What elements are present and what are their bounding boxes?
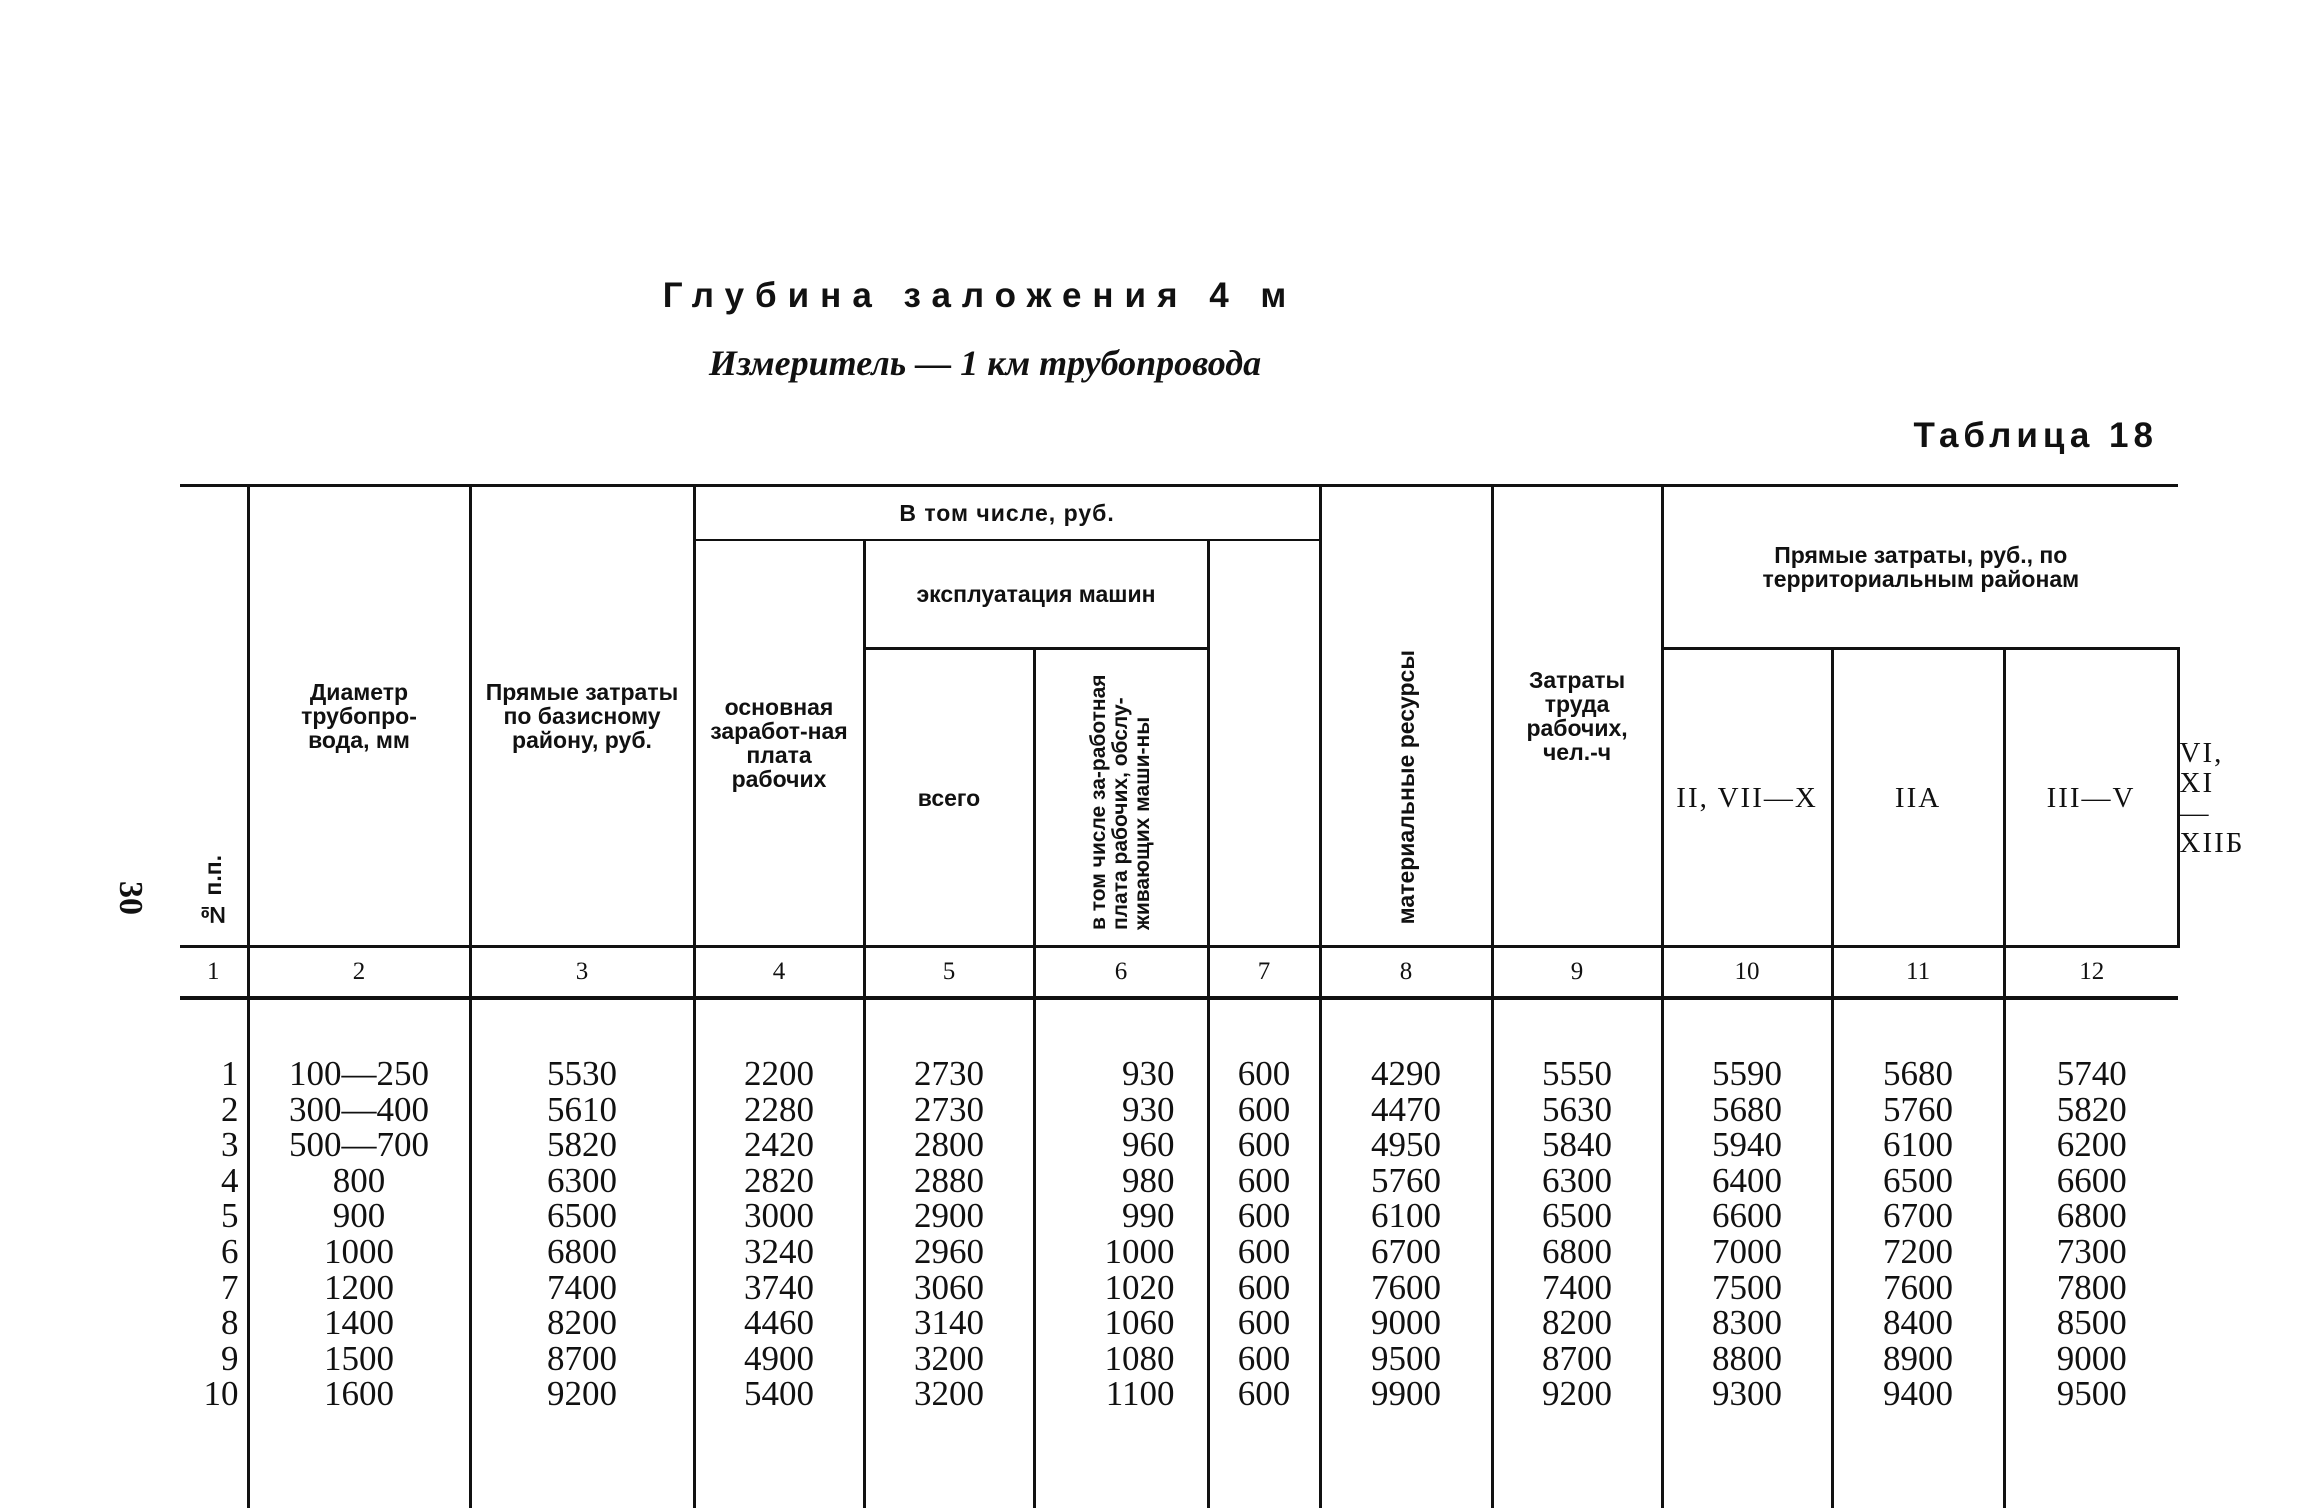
table-cell: 3740 — [694, 1270, 864, 1306]
table-cell: 600 — [1208, 1092, 1320, 1128]
table-cell: 6300 — [1492, 1163, 1662, 1199]
table-cell: 100—250 — [248, 1056, 470, 1092]
header-machines: эксплуатация машин — [864, 540, 1208, 649]
table-cell: 5680 — [1662, 1092, 1832, 1128]
table-cell: 8300 — [1662, 1305, 1832, 1341]
table-cell: 5820 — [2056, 1089, 2127, 1129]
column-number: 1 — [180, 947, 248, 999]
table-cell: 7200 — [1832, 1234, 2004, 1270]
column-number: 7 — [1208, 947, 1320, 999]
table-cell: 10 — [180, 1376, 248, 1412]
table-cell: 4900 — [694, 1341, 864, 1377]
table-cell: 3 — [180, 1127, 248, 1163]
table-cell: 3200 — [864, 1341, 1034, 1377]
table-cell: 2200 — [694, 1056, 864, 1092]
table-cell: 8400 — [1832, 1305, 2004, 1341]
header-machines-wages — [1034, 649, 1208, 947]
table-cell: 7400 — [1492, 1270, 1662, 1306]
column-number: 12 — [2004, 947, 2178, 999]
table-cell: 1600 — [248, 1376, 470, 1412]
header-machines-wages-label: в том числе за-работная плата рабочих, обслу-живающих маши-ны — [1087, 674, 1154, 930]
table-cell: 6800 — [470, 1234, 694, 1270]
table-header: № п.п. Диаметр трубопро-вода, мм Прямые затраты по базисному району, руб. В том числе, руб. материальные ресурсы Затраты труда рабочих, чел.-ч Прямые затраты, руб., по территориальным районам основная заработ-ная плата рабочих эксплуатация машин всего в том числе за-работная плата рабочих, обслу-живающих маши-ны II, VII—X IIА III—V VI, XI—XIIБ 1 2 3 4 5 6 7 8 9 10 11 12 — [180, 486, 2178, 999]
table-cell: 5760 — [1320, 1163, 1492, 1199]
column-number: 8 — [1320, 947, 1492, 999]
table-cell: 5760 — [1832, 1092, 2004, 1128]
header-region-3: III—V — [2004, 649, 2178, 947]
table-row — [180, 1270, 2178, 1306]
table-cell: 9500 — [1320, 1341, 1492, 1377]
table-cell: 6300 — [470, 1163, 694, 1199]
header-labor: Затраты труда рабочих, чел.-ч — [1492, 486, 1662, 947]
header-materials — [1320, 486, 1492, 947]
table-cell: 600 — [1208, 1234, 1320, 1270]
table-cell: 7600 — [1832, 1270, 2004, 1306]
table-cell: 8700 — [1492, 1341, 1662, 1377]
column-number: 5 — [864, 947, 1034, 999]
column-number: 10 — [1662, 947, 1832, 999]
table-cell: 7300 — [2056, 1231, 2127, 1271]
column-number: 6 — [1034, 947, 1208, 999]
table-cell: 6600 — [1662, 1198, 1832, 1234]
table-cell: 600 — [1208, 1376, 1320, 1412]
table-cell: 3240 — [694, 1234, 864, 1270]
table-cell: 5 — [180, 1198, 248, 1234]
table-cell: 7500 — [1662, 1270, 1832, 1306]
table-cell: 8 — [180, 1305, 248, 1341]
column-number: 11 — [1832, 947, 2004, 999]
table-cell: 930 — [1034, 1056, 1208, 1092]
table-cell: 990 — [1034, 1198, 1208, 1234]
table-heading: Глубина заложения 4 м — [662, 276, 1298, 315]
table-cell: 5840 — [1492, 1127, 1662, 1163]
table-cell: 2730 — [864, 1056, 1034, 1092]
table-cell: 3200 — [864, 1376, 1034, 1412]
table-cell: 1500 — [248, 1341, 470, 1377]
header-region-1: II, VII—X — [1662, 649, 1832, 947]
table-cell: 5630 — [1492, 1092, 1662, 1128]
table-row — [180, 1234, 2178, 1270]
table-cell: 5940 — [1662, 1127, 1832, 1163]
table-cell: 600 — [1208, 1198, 1320, 1234]
table-cell: 6400 — [1662, 1163, 1832, 1199]
table-row — [180, 1198, 2178, 1234]
table-cell: 600 — [1208, 1270, 1320, 1306]
table-cell: 9500 — [2056, 1374, 2127, 1414]
table-cell: 8200 — [1492, 1305, 1662, 1341]
table-cell: 600 — [1208, 1127, 1320, 1163]
table-row — [180, 1341, 2178, 1377]
header-diameter: Диаметр трубопро-вода, мм — [248, 486, 470, 947]
table-cell: 600 — [1208, 1163, 1320, 1199]
table-cell: 3060 — [864, 1270, 1034, 1306]
table-label: Таблица 18 — [1913, 416, 2158, 455]
table-cell: 1000 — [248, 1234, 470, 1270]
table-cell: 7000 — [1662, 1234, 1832, 1270]
header-wages: основная заработ-ная плата рабочих — [694, 540, 864, 947]
table-cell: 9400 — [1832, 1376, 2004, 1412]
table-cell: 5590 — [1662, 1056, 1832, 1092]
table-cell: 2 — [180, 1092, 248, 1128]
table-cell: 8900 — [1832, 1341, 2004, 1377]
table-cell: 1080 — [1034, 1341, 1208, 1377]
table-cell: 9300 — [1662, 1376, 1832, 1412]
table-cell: 300—400 — [248, 1092, 470, 1128]
table-row — [180, 1092, 2178, 1128]
table-cell: 1 — [180, 1056, 248, 1092]
table-cell: 5550 — [1492, 1056, 1662, 1092]
table-cell: 6500 — [1832, 1163, 2004, 1199]
column-number: 9 — [1492, 947, 1662, 999]
table-cell: 1000 — [1034, 1234, 1208, 1270]
table-cell: 8700 — [470, 1341, 694, 1377]
table-cell: 6700 — [1320, 1234, 1492, 1270]
table-cell: 2280 — [694, 1092, 864, 1128]
body-spacer — [180, 998, 2178, 1056]
table-cell: 2960 — [864, 1234, 1034, 1270]
table-cell: 6800 — [2056, 1196, 2127, 1236]
table-cell: 6 — [180, 1234, 248, 1270]
header-materials-spacer — [1208, 540, 1320, 947]
table-cell: 600 — [1208, 1056, 1320, 1092]
table-cell: 6200 — [2056, 1125, 2127, 1165]
table-cell: 3000 — [694, 1198, 864, 1234]
header-num — [180, 486, 248, 947]
table-cell: 1200 — [248, 1270, 470, 1306]
table-cell: 9200 — [1492, 1376, 1662, 1412]
table-cell: 4290 — [1320, 1056, 1492, 1092]
table-cell: 2880 — [864, 1163, 1034, 1199]
table-cell: 500—700 — [248, 1127, 470, 1163]
table-cell: 9000 — [2056, 1338, 2127, 1378]
header-num-label: № п.п. — [200, 855, 227, 928]
table-cell: 5740 — [2056, 1054, 2127, 1093]
table-cell: 600 — [1208, 1341, 1320, 1377]
table-cell: 6800 — [1492, 1234, 1662, 1270]
table-cell: 4 — [180, 1163, 248, 1199]
table-cell: 5610 — [470, 1092, 694, 1128]
table-row — [180, 1305, 2178, 1341]
table-cell: 800 — [248, 1163, 470, 1199]
table-cell: 9000 — [1320, 1305, 1492, 1341]
table-cell: 2820 — [694, 1163, 864, 1199]
table-cell: 9200 — [470, 1376, 694, 1412]
cost-table — [180, 484, 2245, 1508]
table-cell: 600 — [1208, 1305, 1320, 1341]
table-row — [180, 1127, 2178, 1163]
table-cell: 4950 — [1320, 1127, 1492, 1163]
table-cell: 6100 — [1320, 1198, 1492, 1234]
table-cell: 5400 — [694, 1376, 864, 1412]
table-cell: 5530 — [470, 1056, 694, 1092]
table-cell: 5820 — [470, 1127, 694, 1163]
header-materials-label: материальные ресурсы — [1393, 649, 1420, 924]
table-cell: 2420 — [694, 1127, 864, 1163]
table-cell: 930 — [1034, 1092, 1208, 1128]
table-cell: 6700 — [1832, 1198, 2004, 1234]
table-cell: 8500 — [2056, 1303, 2127, 1343]
table-cell: 6100 — [1832, 1127, 2004, 1163]
table-cell: 4460 — [694, 1305, 864, 1341]
header-region-2: IIА — [1832, 649, 2004, 947]
page-number: 30 — [112, 881, 149, 915]
table-cell: 1020 — [1034, 1270, 1208, 1306]
header-machines-total: всего — [864, 649, 1034, 947]
table-cell: 8200 — [470, 1305, 694, 1341]
header-direct-base: Прямые затраты по базисному району, руб. — [470, 486, 694, 947]
measure-subheading: Измеритель — 1 км трубопровода — [708, 343, 1262, 383]
table-cell: 1100 — [1034, 1376, 1208, 1412]
table-cell: 7600 — [1320, 1270, 1492, 1306]
table-body — [180, 998, 2178, 1508]
table-row — [180, 1056, 2178, 1092]
table-cell: 9900 — [1320, 1376, 1492, 1412]
table-cell: 5680 — [1832, 1056, 2004, 1092]
table-cell: 6500 — [1492, 1198, 1662, 1234]
table-cell: 1060 — [1034, 1305, 1208, 1341]
table-row — [180, 1376, 2178, 1412]
table-cell: 980 — [1034, 1163, 1208, 1199]
table-cell: 7 — [180, 1270, 248, 1306]
table-cell: 7400 — [470, 1270, 694, 1306]
table-cell: 6600 — [2056, 1160, 2127, 1200]
table-cell: 2800 — [864, 1127, 1034, 1163]
table-cell: 4470 — [1320, 1092, 1492, 1128]
table-cell: 7800 — [2056, 1267, 2127, 1307]
table-cell: 6500 — [470, 1198, 694, 1234]
column-number: 2 — [248, 947, 470, 999]
table-cell: 9 — [180, 1341, 248, 1377]
body-tail — [180, 1412, 2178, 1508]
header-including: В том числе, руб. — [694, 486, 1320, 541]
table-cell: 900 — [248, 1198, 470, 1234]
column-number-row — [180, 947, 2178, 999]
table-cell: 960 — [1034, 1127, 1208, 1163]
table-cell: 2900 — [864, 1198, 1034, 1234]
table-cell: 3140 — [864, 1305, 1034, 1341]
table-cell: 8800 — [1662, 1341, 1832, 1377]
table-cell: 2730 — [864, 1092, 1034, 1128]
column-number: 3 — [470, 947, 694, 999]
column-number: 4 — [694, 947, 864, 999]
table-row — [180, 1163, 2178, 1199]
table-cell: 1400 — [248, 1305, 470, 1341]
header-territorial: Прямые затраты, руб., по территориальным районам — [1662, 486, 2178, 649]
